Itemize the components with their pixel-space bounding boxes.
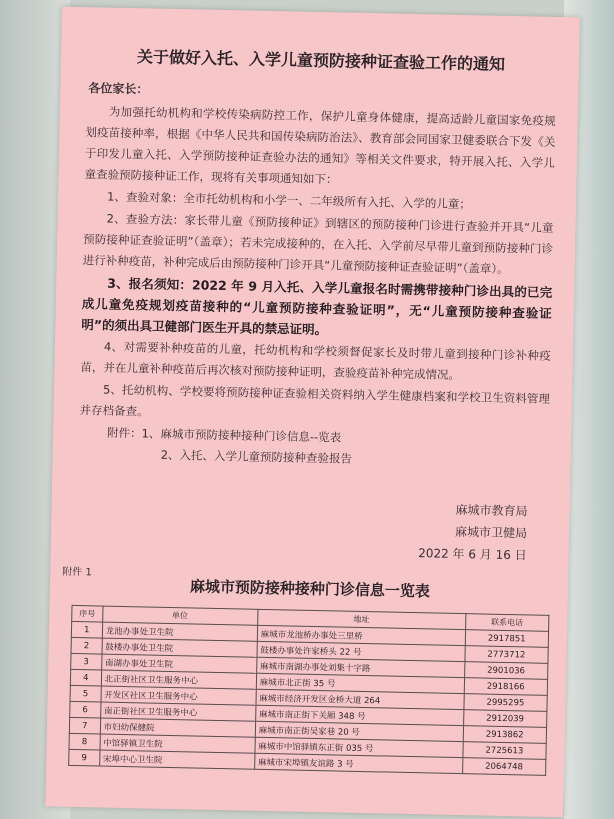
row-unit: 鼓楼办事处卫生院	[102, 638, 257, 657]
row-address: 麻城市龙池桥办事处三里桥	[257, 625, 465, 645]
row-address: 鼓楼办事处许家桥头 22 号	[257, 641, 465, 661]
row-no: 2	[71, 637, 102, 654]
notice-paper	[45, 7, 580, 818]
signer-health-bureau: 麻城市卫健局	[454, 524, 528, 541]
row-no: 8	[69, 733, 100, 750]
row-unit: 宋埠中心卫生院	[99, 750, 254, 769]
row-unit: 南正街社区卫生服务中心	[100, 702, 255, 721]
row-phone: 2901036	[464, 662, 548, 680]
row-address: 麻城市南正街吴家巷 20 号	[255, 721, 463, 741]
row-unit: 开发区社区卫生服务中心	[101, 686, 256, 705]
row-address: 麻城市南正街下关厢 348 号	[255, 705, 463, 725]
row-address: 麻城市经济开发区金桥大道 264	[256, 689, 464, 709]
intro-paragraph: 为加强托幼机构和学校传染病防控工作，保护儿童身体健康，提高适龄儿童国家免疫规划疫苗接种率，根据《中华人民共和国传染病防治法》、教育部会同国家卫健委联合下发《关于印发儿童入托、入学预防接种证查验办法的通知》等相关文件要求，特开展入托、入学儿童查验预防接种证工作，现将有关事项通知如下：	[84, 104, 556, 187]
header-no: 序号	[72, 605, 103, 622]
row-no: 1	[71, 621, 102, 638]
row-unit: 市妇幼保健院	[100, 718, 255, 737]
row-unit: 龙池办事处卫生院	[102, 622, 257, 641]
header-phone: 联系电话	[465, 614, 549, 632]
row-address: 麻城市南湖办事处刘集十字路	[256, 657, 464, 677]
row-no: 6	[70, 701, 101, 718]
row-phone: 2725613	[463, 742, 547, 760]
item-3: 3、报名须知：2022 年 9 月入托、入学儿童报名时需携带接种门诊出具的已完成儿童免疫规划疫苗接种的“儿童预防接种查验证明”，无“儿童预防接种查验证明”的须出具卫健部门医生开具的禁忌证明。	[81, 275, 553, 338]
row-phone: 2773712	[465, 646, 549, 664]
row-phone: 2913862	[463, 726, 547, 744]
row-phone: 2912039	[463, 710, 547, 728]
row-unit: 中馆驿镇卫生院	[100, 734, 255, 753]
row-no: 4	[70, 669, 101, 686]
salutation: 各位家长：	[88, 81, 149, 97]
row-address: 麻城市中馆驿镇东正街 035 号	[255, 737, 463, 757]
row-address: 麻城市宋埠镇友谊路 3 号	[254, 753, 462, 773]
row-no: 5	[70, 685, 101, 702]
item-5: 5、托幼机构、学校要将预防接种证查验相关资料纳入学生健康档案和学校卫生资料管理并存档备查。	[79, 382, 551, 419]
attachment-1: 附件：1、麻城市预防接种接种门诊信息--览表	[106, 425, 342, 445]
clinic-table	[68, 605, 549, 776]
attachment-2: 2、入托、入学儿童预防接种查验报告	[160, 447, 353, 466]
item-4: 4、对需要补种疫苗的儿童，托幼机构和学校须督促家长及时带儿童到接种门诊补种疫苗，并在儿童补种疫苗后再次核对预防接种证明，查验疫苗补种完成情况。	[80, 339, 551, 382]
row-unit: 北正街社区卫生服务中心	[101, 670, 256, 689]
notice-date: 2022 年 6 月 16 日	[418, 546, 527, 563]
row-address: 麻城市北正街 35 号	[256, 673, 464, 693]
notice-body	[78, 101, 555, 474]
row-no: 3	[71, 653, 102, 670]
appendix-label: 附件 1	[62, 566, 92, 579]
row-unit: 南湖办事处卫生院	[101, 654, 256, 673]
appendix-title: 麻城市预防接种接种门诊信息一览表	[189, 577, 431, 601]
row-no: 7	[69, 717, 100, 734]
signer-education-bureau: 麻城市教育局	[455, 502, 528, 519]
item-2: 2、查验方法：家长带儿童《预防接种证》到辖区的预防接种门诊进行查验并开具“儿童预防接种证查验证明”（盖章）；若未完成接种的，在入托、入学前尽早带儿童到预防接种门诊进行补种疫苗，补种完成后由预防接种门诊开具“儿童预防接种证查验证明”（盖章）。	[82, 211, 554, 276]
row-no: 9	[69, 749, 100, 766]
row-phone: 2917851	[465, 630, 549, 648]
notice-title: 关于做好入托、入学儿童预防接种证查验工作的通知	[136, 47, 506, 74]
row-phone: 2064748	[462, 758, 546, 776]
row-phone: 2995295	[464, 694, 548, 712]
header-unit: 单位	[102, 606, 257, 625]
item-1: 1、查验对象：全市托幼机构和小学一、二年级所有入托、入学的儿童；	[106, 189, 471, 212]
header-address: 地址	[257, 609, 465, 629]
row-phone: 2918166	[464, 678, 548, 696]
